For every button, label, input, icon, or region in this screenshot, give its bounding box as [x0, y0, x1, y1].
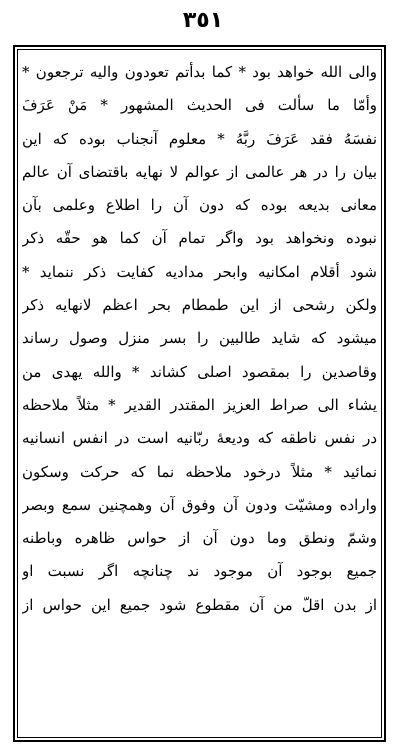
text-line: از بدن اقلّ من آن مقطوع شود جمیع این حواس از: [22, 595, 377, 614]
text-line: نبوده ونخواهد بود واگر تمام آن کما هو حقّه ذکر: [22, 229, 377, 248]
text-line: واراده ومشیّت ودون آن وفوق آن وهمچنین سمع وبصر: [22, 495, 377, 514]
text-body: [22, 56, 377, 732]
text-line: وقاصدین را بمقصود اصلی کشاند * والله یهدی من: [22, 362, 377, 381]
text-line: معانی بدیعه بوده که دون آن را اطلاع وعلمی بآن: [22, 196, 377, 215]
text-line: نمائید * مثلاً درخود ملاحظه نما که حرکت وسکون: [22, 462, 377, 481]
text-line: جمیع بوجود آن موجود ند چنانچه اگر نسبت او: [22, 562, 377, 581]
page-number: ٣٥١: [182, 8, 224, 33]
text-line: وشمّ ونطق وما دون آن از حواس ظاهره وباطنه: [22, 529, 377, 548]
text-line: نفسَهُ فقد عَرَفَ ربَّهُ * معلوم آنجناب بوده که این: [22, 129, 377, 148]
text-line: در نفس ناطقه که ودیعهٔ ربّانیه است در انفس انسانیه: [22, 429, 377, 448]
text-line: والى الله خواهد بود * کما بدأتم تعودون والیه ترجعون *: [22, 63, 377, 81]
text-line: یشاء الی صراط العزیز المقتدر القدیر * مثلاً ملاحظه: [22, 395, 377, 414]
text-line: ولکن رشحی از این طمطام بحر اعظم لانهایه ذکر: [22, 296, 377, 315]
text-line: میشود که شاید طالبین را بسر منزل وصول رساند: [22, 329, 377, 348]
text-line: وأمّا ما سألت فی الحدیث المشهور * مَنْ عَرَفَ: [22, 96, 377, 115]
text-line: بیان را در هر عالمی از عوالم لا نهایه باقتضای آن عالم: [22, 162, 377, 181]
text-line: شود أقلام امکانیه وابحر مدادیه کفایت ذکر ننماید *: [22, 262, 377, 281]
